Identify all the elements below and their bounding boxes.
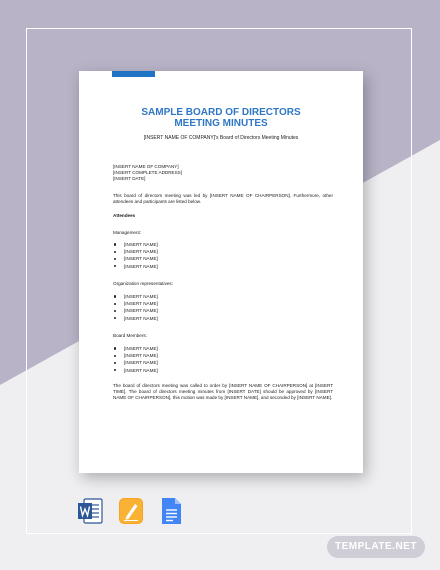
bullet-icon [114,243,116,245]
document-page [79,71,363,473]
bullet-icon [114,369,116,371]
title-line-2: MEETING MINUTES [174,118,268,129]
bullet-icon [114,355,116,357]
list-item [113,293,158,300]
list-item-text: [INSERT NAME] [124,294,158,299]
bullet-icon [114,303,116,305]
board-label: Board Members: [113,333,147,338]
intro-paragraph: This board of directors meeting was led by [INSERT NAME OF CHAIRPERSON]. Furthermore, other attendees and participants are listed below. [113,193,333,205]
bullet-icon [114,317,116,319]
bullet-icon [114,362,116,364]
board-list [113,345,158,374]
closing-paragraph: The board of directors meeting was called to order by [INSERT NAME OF CHAIRPERSON] at [INSERT TIME]. The board of directors meeting minutes from [INSERT DATE] should be approved by [INSERT NAME OF CHAIRPERSON], this motion was made by [INSERT NAME], and seconded by [INSERT NAME]. [113,383,333,401]
management-list [113,241,158,270]
list-item-text: [INSERT NAME] [124,346,158,351]
list-item [113,345,158,352]
bullet-icon [114,251,116,253]
bullet-icon [114,295,116,297]
address-line: [INSERT DATE] [113,176,146,182]
organization-label: Organization representatives: [113,281,174,286]
document-title [79,107,363,129]
list-item [113,315,158,322]
list-item-text: [INSERT NAME] [124,249,158,255]
address-block [113,164,182,183]
bullet-icon [114,265,116,267]
list-item-text: [INSERT NAME] [124,256,158,262]
organization-list [113,293,158,322]
list-item [113,248,158,255]
list-item [113,307,158,314]
brand-badge[interactable]: TEMPLATE.NET [327,536,425,558]
list-item-text: [INSERT NAME] [124,263,158,269]
google-docs-icon[interactable] [158,497,184,525]
list-item-text: [INSERT NAME] [124,367,158,373]
bullet-icon [114,347,116,349]
list-item-text: [INSERT NAME] [124,242,158,247]
list-item-text: [INSERT NAME] [124,315,158,321]
list-item [113,352,158,359]
list-item-text: [INSERT NAME] [124,353,158,359]
list-item-text: [INSERT NAME] [124,308,158,314]
pages-icon[interactable] [118,497,144,525]
list-item [113,359,158,366]
list-item [113,255,158,262]
list-item [113,263,158,270]
list-item-text: [INSERT NAME] [124,301,158,307]
page-accent-tab [112,71,155,77]
title-line-1: SAMPLE BOARD OF DIRECTORS [141,107,301,118]
list-item [113,367,158,374]
bullet-icon [114,258,116,260]
list-item [113,241,158,248]
bullet-icon [114,310,116,312]
list-item-text: [INSERT NAME] [124,360,158,366]
address-line: [INSERT COMPLETE ADDRESS] [113,170,183,176]
address-line: [INSERT NAME OF COMPANY] [113,164,179,169]
word-icon[interactable] [77,497,103,525]
attendees-heading: Attendees [113,213,136,218]
management-label: Management: [113,230,142,235]
list-item [113,300,158,307]
document-subtitle: [INSERT NAME OF COMPANY]'s Board of Directors Meeting Minutes [143,135,299,141]
